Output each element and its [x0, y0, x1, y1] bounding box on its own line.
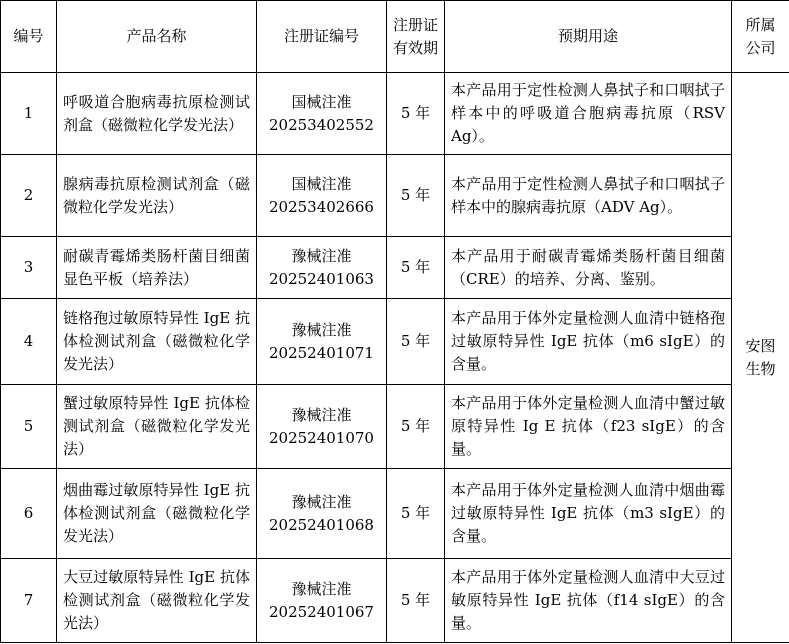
intended-use: 本产品用于体外定量检测人血清中大豆过敏原特异性 IgE 抗体（f14 sIgE）的含量。 — [445, 559, 732, 643]
header-use: 预期用途 — [445, 1, 732, 73]
table-row — [1, 385, 789, 469]
intended-use: 本产品用于体外定量检测人血清中烟曲霉过敏原特异性 IgE 抗体（m3 sIgE）的含量。 — [445, 469, 732, 559]
intended-use: 本产品用于体外定量检测人血清中蟹过敏原特异性 Ig E 抗体（f23 sIgE）的含量。 — [445, 385, 732, 469]
row-number: 5 — [1, 385, 57, 469]
header-num: 编号 — [1, 1, 57, 73]
company-cell: 安图 生物 — [732, 73, 789, 643]
header-row — [1, 1, 789, 73]
validity-period: 5 年 — [387, 299, 445, 385]
cert-number: 国械注准 20253402666 — [257, 155, 387, 237]
validity-period: 5 年 — [387, 385, 445, 469]
validity-period: 5 年 — [387, 73, 445, 155]
validity-period: 5 年 — [387, 559, 445, 643]
table-row — [1, 559, 789, 643]
product-name: 蟹过敏原特异性 IgE 抗体检测试剂盒（磁微粒化学发光法） — [57, 385, 257, 469]
row-number: 2 — [1, 155, 57, 237]
header-period: 注册证 有效期 — [387, 1, 445, 73]
validity-period: 5 年 — [387, 155, 445, 237]
row-number: 1 — [1, 73, 57, 155]
intended-use: 本产品用于体外定量检测人血清中链格孢过敏原特异性 IgE 抗体（m6 sIgE）的含量。 — [445, 299, 732, 385]
validity-period: 5 年 — [387, 469, 445, 559]
product-name: 大豆过敏原特异性 IgE 抗体检测试剂盒（磁微粒化学发光法） — [57, 559, 257, 643]
header-name: 产品名称 — [57, 1, 257, 73]
intended-use: 本产品用于定性检测人鼻拭子和口咽拭子样本中的腺病毒抗原（ADV Ag）。 — [445, 155, 732, 237]
intended-use: 本产品用于定性检测人鼻拭子和口咽拭子样本中的呼吸道合胞病毒抗原（RSV Ag）。 — [445, 73, 732, 155]
table-row — [1, 299, 789, 385]
intended-use: 本产品用于耐碳青霉烯类肠杆菌目细菌（CRE）的培养、分离、鉴别。 — [445, 237, 732, 299]
cert-number: 豫械注准 20252401071 — [257, 299, 387, 385]
table-row — [1, 73, 789, 155]
cert-number: 国械注准 20253402552 — [257, 73, 387, 155]
product-name: 腺病毒抗原检测试剂盒（磁微粒化学发光法） — [57, 155, 257, 237]
table-row — [1, 237, 789, 299]
row-number: 7 — [1, 559, 57, 643]
product-name: 呼吸道合胞病毒抗原检测试剂盒（磁微粒化学发光法） — [57, 73, 257, 155]
cert-number: 豫械注准 20252401067 — [257, 559, 387, 643]
row-number: 4 — [1, 299, 57, 385]
validity-period: 5 年 — [387, 237, 445, 299]
header-company: 所属 公司 — [732, 1, 789, 73]
cert-number: 豫械注准 20252401070 — [257, 385, 387, 469]
table-row — [1, 469, 789, 559]
cert-number: 豫械注准 20252401063 — [257, 237, 387, 299]
cert-number: 豫械注准 20252401068 — [257, 469, 387, 559]
header-cert: 注册证编号 — [257, 1, 387, 73]
table-row — [1, 155, 789, 237]
row-number: 6 — [1, 469, 57, 559]
product-name: 耐碳青霉烯类肠杆菌目细菌显色平板（培养法） — [57, 237, 257, 299]
row-number: 3 — [1, 237, 57, 299]
product-name: 链格孢过敏原特异性 IgE 抗体检测试剂盒（磁微粒化学发光法） — [57, 299, 257, 385]
product-name: 烟曲霉过敏原特异性 IgE 抗体检测试剂盒（磁微粒化学发光法） — [57, 469, 257, 559]
